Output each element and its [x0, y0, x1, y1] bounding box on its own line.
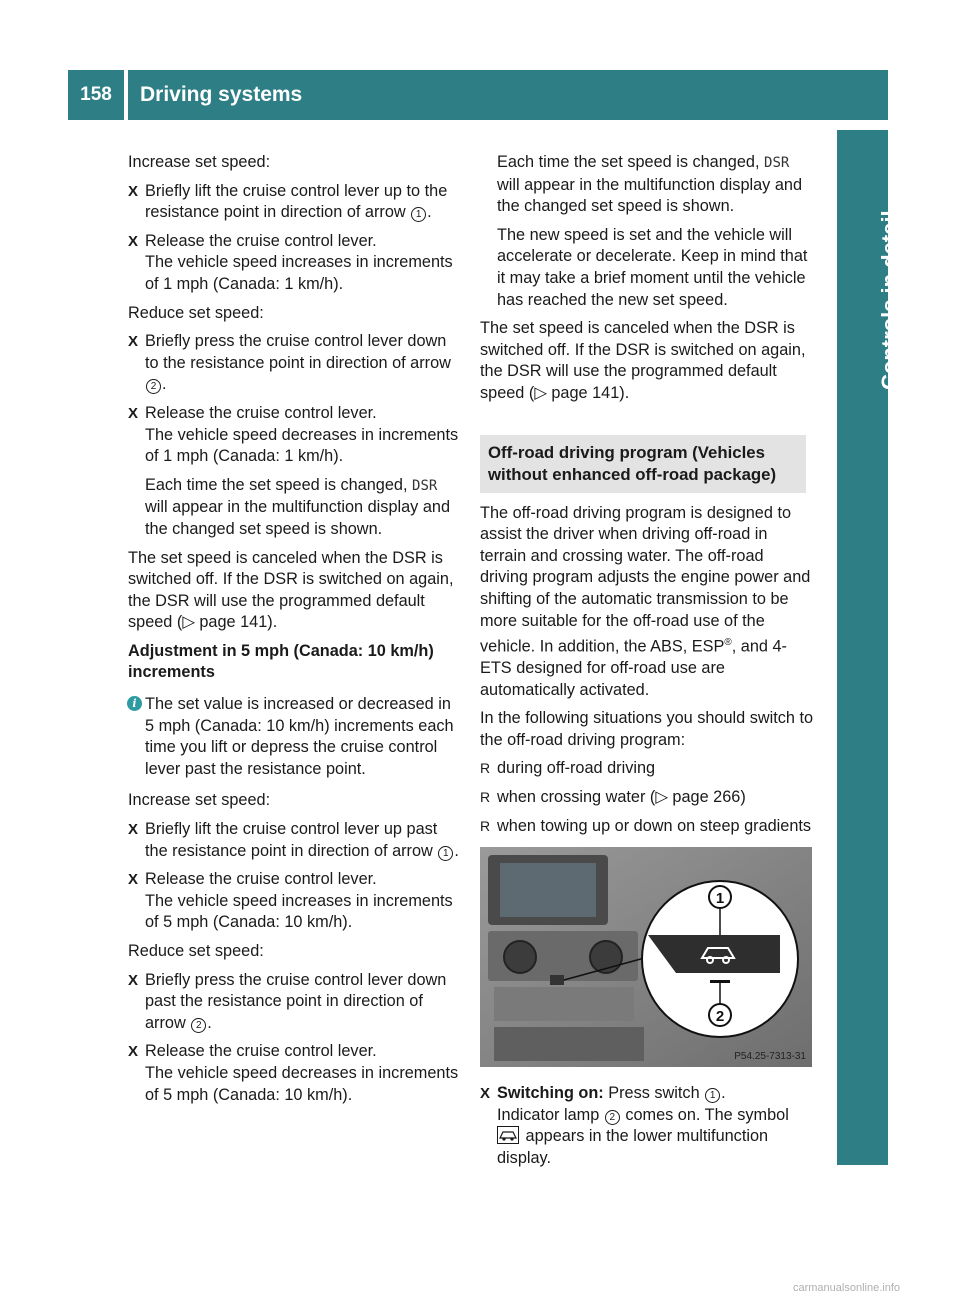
step-arrow-icon: X — [128, 404, 139, 422]
list-item: R during off-road driving — [480, 758, 816, 780]
step-arrow-icon: X — [128, 333, 139, 351]
page-ref-arrow-icon: ▷ — [182, 613, 195, 632]
subheading: Adjustment in 5 mph (Canada: 10 km/h) increments — [128, 641, 434, 682]
step-item: X Release the cruise control lever. The vehicle speed decreases in increments of 5 mph (Canada: 10 km/h). — [128, 1042, 459, 1104]
step-arrow-icon: X — [480, 1085, 491, 1103]
callout-number: 1 — [411, 207, 426, 222]
list-item: R when crossing water (▷ page 266) — [480, 787, 816, 809]
step-note: Each time the set speed is changed, DSR will appear in the multifunction display and the changed set speed is shown. — [145, 475, 450, 538]
step-arrow-icon: X — [128, 821, 139, 839]
right-column — [480, 152, 816, 1177]
paragraph: The set speed is canceled when the DSR is switched off. If the DSR is switched on again, the DSR will use the programmed default speed (▷ page 141). — [480, 319, 806, 402]
bullet-icon: R — [480, 760, 491, 777]
side-tab — [837, 130, 902, 1165]
step-item: X Release the cruise control lever. The vehicle speed decreases in increments of 1 mph (Canada: 1 km/h). — [128, 403, 459, 466]
page-number: 158 — [68, 70, 124, 120]
callout-number: 1 — [438, 846, 453, 861]
console-illustration — [480, 847, 812, 1067]
paragraph: The off-road driving program is designed to assist the driver when driving off-road in terrain and crossing water. The off-road driving program adjusts the engine power and shifting of the automatic transmission to be more suitable for the off-road use of the vehicle. In addition, the ABS, ESP®, and 4-ETS designed for off-road use are automatically activated. — [480, 503, 811, 699]
step-arrow-icon: X — [128, 232, 139, 250]
info-note: i The set value is increased or decreased in 5 mph (Canada: 10 km/h) increments each time you lift or depress the cruise control lever past the resistance point. — [128, 694, 462, 780]
page-ref-arrow-icon: ▷ — [655, 788, 668, 807]
figure-callout-1: 1 — [715, 890, 725, 908]
figure-callout-2: 2 — [715, 1008, 725, 1026]
page-ref-arrow-icon: ▷ — [534, 383, 547, 402]
center-console-photo — [480, 847, 812, 1067]
step-item: X Briefly lift the cruise control lever up to the resistance point in direction of arrow 1 . — [128, 181, 448, 222]
callout-number: 2 — [191, 1018, 206, 1033]
step-item: X Release the cruise control lever. The vehicle speed increases in increments of 5 mph (Canada: 10 km/h). — [128, 870, 453, 932]
step-item: X Release the cruise control lever. The vehicle speed increases in increments of 1 mph (Canada: 1 km/h). — [128, 231, 453, 293]
paragraph: In the following situations you should switch to the off-road driving program: — [480, 709, 814, 749]
list-item: R when towing up or down on steep gradients — [480, 816, 816, 838]
page-reference[interactable]: page 266) — [672, 788, 746, 807]
callout-number: 2 — [146, 379, 161, 394]
offroad-car-icon — [497, 1126, 519, 1144]
step-arrow-icon: X — [128, 971, 139, 989]
bullet-icon: R — [480, 817, 491, 834]
paragraph: Increase set speed: — [128, 153, 271, 171]
info-icon: i — [127, 696, 142, 711]
page-reference[interactable]: page 141). — [199, 613, 278, 632]
step-note: Each time the set speed is changed, DSR will appear in the multifunction display and the changed set speed is shown. — [497, 153, 802, 216]
step-item: X Briefly press the cruise control lever down to the resistance point in direction of arrow 2 . — [128, 332, 451, 394]
step-item: X Briefly press the cruise control lever down past the resistance point in direction of arrow 2 . — [128, 970, 447, 1032]
page-title: Driving systems — [128, 70, 888, 120]
left-column — [128, 152, 462, 1113]
paragraph: Reduce set speed: — [128, 303, 264, 322]
bullet-icon: R — [480, 789, 491, 806]
paragraph: Increase set speed: — [128, 791, 271, 810]
side-tab-label: Controls in detail — [876, 210, 902, 390]
step-note: The new speed is set and the vehicle will accelerate or decelerate. Keep in mind that it may take a brief moment until the vehicle has reached the new set speed. — [497, 225, 808, 309]
figure-code: P54.25-7313-31 — [734, 1051, 806, 1063]
step-arrow-icon: X — [128, 1043, 139, 1061]
footer-watermark: carmanualsonline.info — [792, 1282, 900, 1294]
step-arrow-icon: X — [128, 871, 139, 889]
callout-number: 1 — [705, 1088, 720, 1103]
step-arrow-icon: X — [128, 182, 139, 200]
callout-number: 2 — [605, 1110, 620, 1125]
page-reference[interactable]: page 141). — [551, 383, 630, 402]
step-item: X Switching on: Press switch 1 . Indicator lamp 2 comes on. The symbol appears in the lower multifunction display. — [480, 1084, 789, 1168]
paragraph: Reduce set speed: — [128, 942, 264, 960]
section-heading: Off-road driving program (Vehicles without enhanced off-road package) — [480, 435, 806, 493]
step-item: X Briefly lift the cruise control lever up past the resistance point in direction of arrow 1 . — [128, 820, 459, 860]
paragraph: The set speed is canceled when the DSR is switched off. If the DSR is switched on again, the DSR will use the programmed default speed (▷ page 141). — [128, 548, 454, 632]
